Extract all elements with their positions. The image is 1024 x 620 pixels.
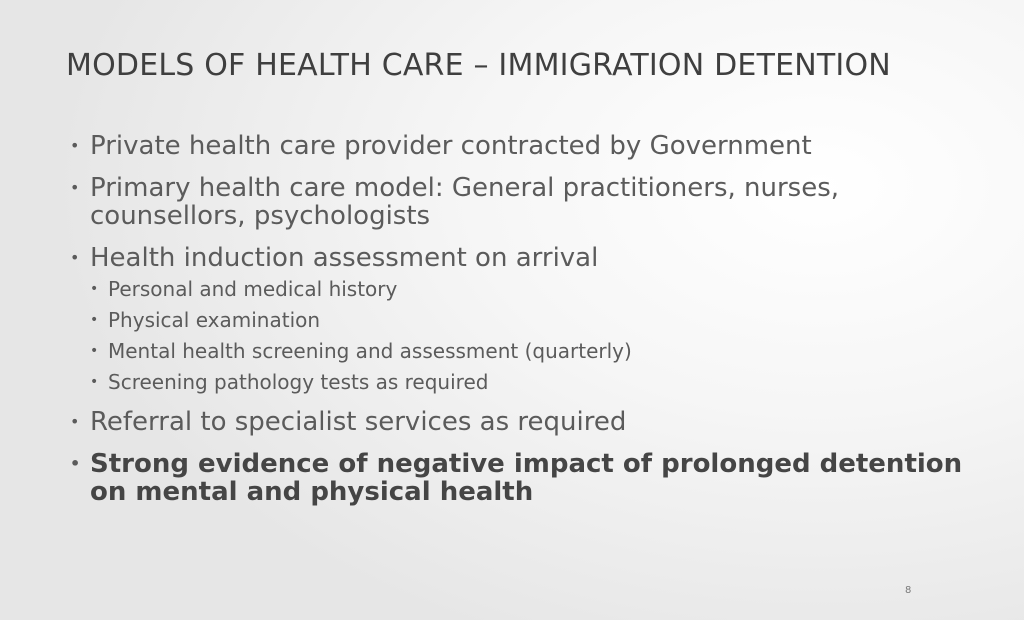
bullet-icon: • — [90, 343, 99, 359]
bullet-icon: • — [70, 178, 80, 197]
bullet-list — [66, 132, 966, 520]
bullet-text: Private health care provider contracted by Government — [90, 131, 812, 161]
sub-bullet-item — [66, 367, 966, 398]
slide-title: MODELS OF HEALTH CARE – IMMIGRATION DETENTION — [66, 48, 891, 83]
sub-bullet-text: Personal and medical history — [108, 277, 398, 301]
bullet-text: Primary health care model: General practitioners, nurses, counsellors, psychologists — [90, 173, 840, 231]
bullet-icon: • — [90, 312, 99, 328]
page-number: 8 — [905, 585, 912, 596]
bullet-item — [66, 174, 966, 230]
bullet-icon: • — [90, 374, 99, 390]
sub-bullet-item — [66, 274, 966, 305]
bullet-icon: • — [70, 412, 80, 431]
bullet-icon: • — [70, 248, 80, 267]
bullet-item — [66, 408, 966, 436]
bullet-item — [66, 244, 966, 272]
bullet-text: Referral to specialist services as required — [90, 407, 627, 437]
bullet-icon: • — [70, 136, 80, 155]
bullet-item — [66, 132, 966, 160]
bullet-text: Strong evidence of negative impact of prolonged detention on mental and physical health — [90, 449, 963, 507]
sub-bullet-item — [66, 336, 966, 367]
bullet-item-emphasis — [66, 450, 966, 506]
sub-bullet-text: Screening pathology tests as required — [108, 370, 489, 394]
sub-bullet-text: Mental health screening and assessment (quarterly) — [108, 339, 632, 363]
sub-bullet-list — [66, 274, 966, 398]
bullet-icon: • — [90, 281, 99, 297]
sub-bullet-item — [66, 305, 966, 336]
bullet-icon: • — [70, 454, 81, 473]
bullet-text: Health induction assessment on arrival — [90, 243, 599, 273]
sub-bullet-text: Physical examination — [108, 308, 321, 332]
